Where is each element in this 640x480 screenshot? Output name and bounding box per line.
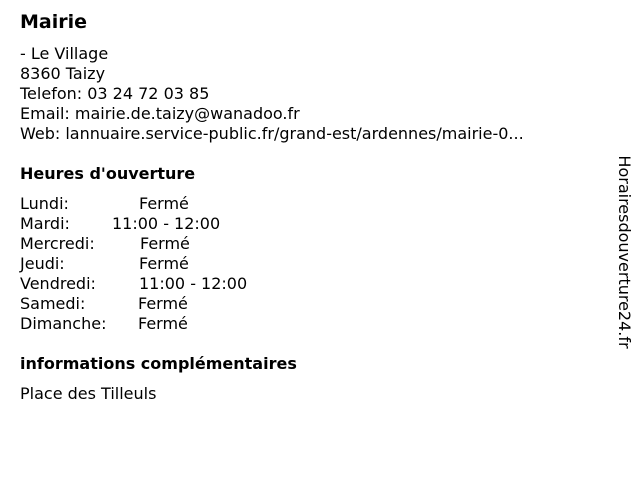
contact-block [20, 44, 524, 144]
hours-day: Samedi: [20, 294, 86, 313]
hours-day: Lundi: [20, 194, 69, 213]
hours-value: Fermé [138, 294, 188, 313]
info-heading: informations complémentaires [20, 354, 297, 373]
hours-day: Mardi: [20, 214, 70, 233]
email-line: Email: mairie.de.taizy@wanadoo.fr [20, 104, 300, 123]
hours-value: Fermé [140, 234, 190, 253]
page-title: Mairie [20, 11, 88, 33]
hours-day: Mercredi: [20, 234, 95, 253]
hours-day: Jeudi: [20, 254, 65, 273]
hours-value: Fermé [139, 254, 189, 273]
web-line: Web: lannuaire.service-public.fr/grand-est/ardennes/mairie-0... [20, 124, 524, 143]
hours-heading: Heures d'ouverture [20, 164, 196, 183]
phone-line: Telefon: 03 24 72 03 85 [20, 84, 210, 103]
address-line-2: 8360 Taizy [20, 64, 106, 83]
site-watermark-text: Horairesdouverture24.fr [615, 155, 634, 349]
info-text: Place des Tilleuls [20, 384, 157, 403]
hours-day: Dimanche: [20, 314, 107, 333]
hours-value: 11:00 - 12:00 [112, 214, 221, 233]
address-line-1: - Le Village [20, 44, 109, 63]
hours-value: 11:00 - 12:00 [139, 274, 248, 293]
hours-value: Fermé [138, 314, 188, 333]
hours-value: Fermé [139, 194, 189, 213]
hours-day: Vendredi: [20, 274, 96, 293]
